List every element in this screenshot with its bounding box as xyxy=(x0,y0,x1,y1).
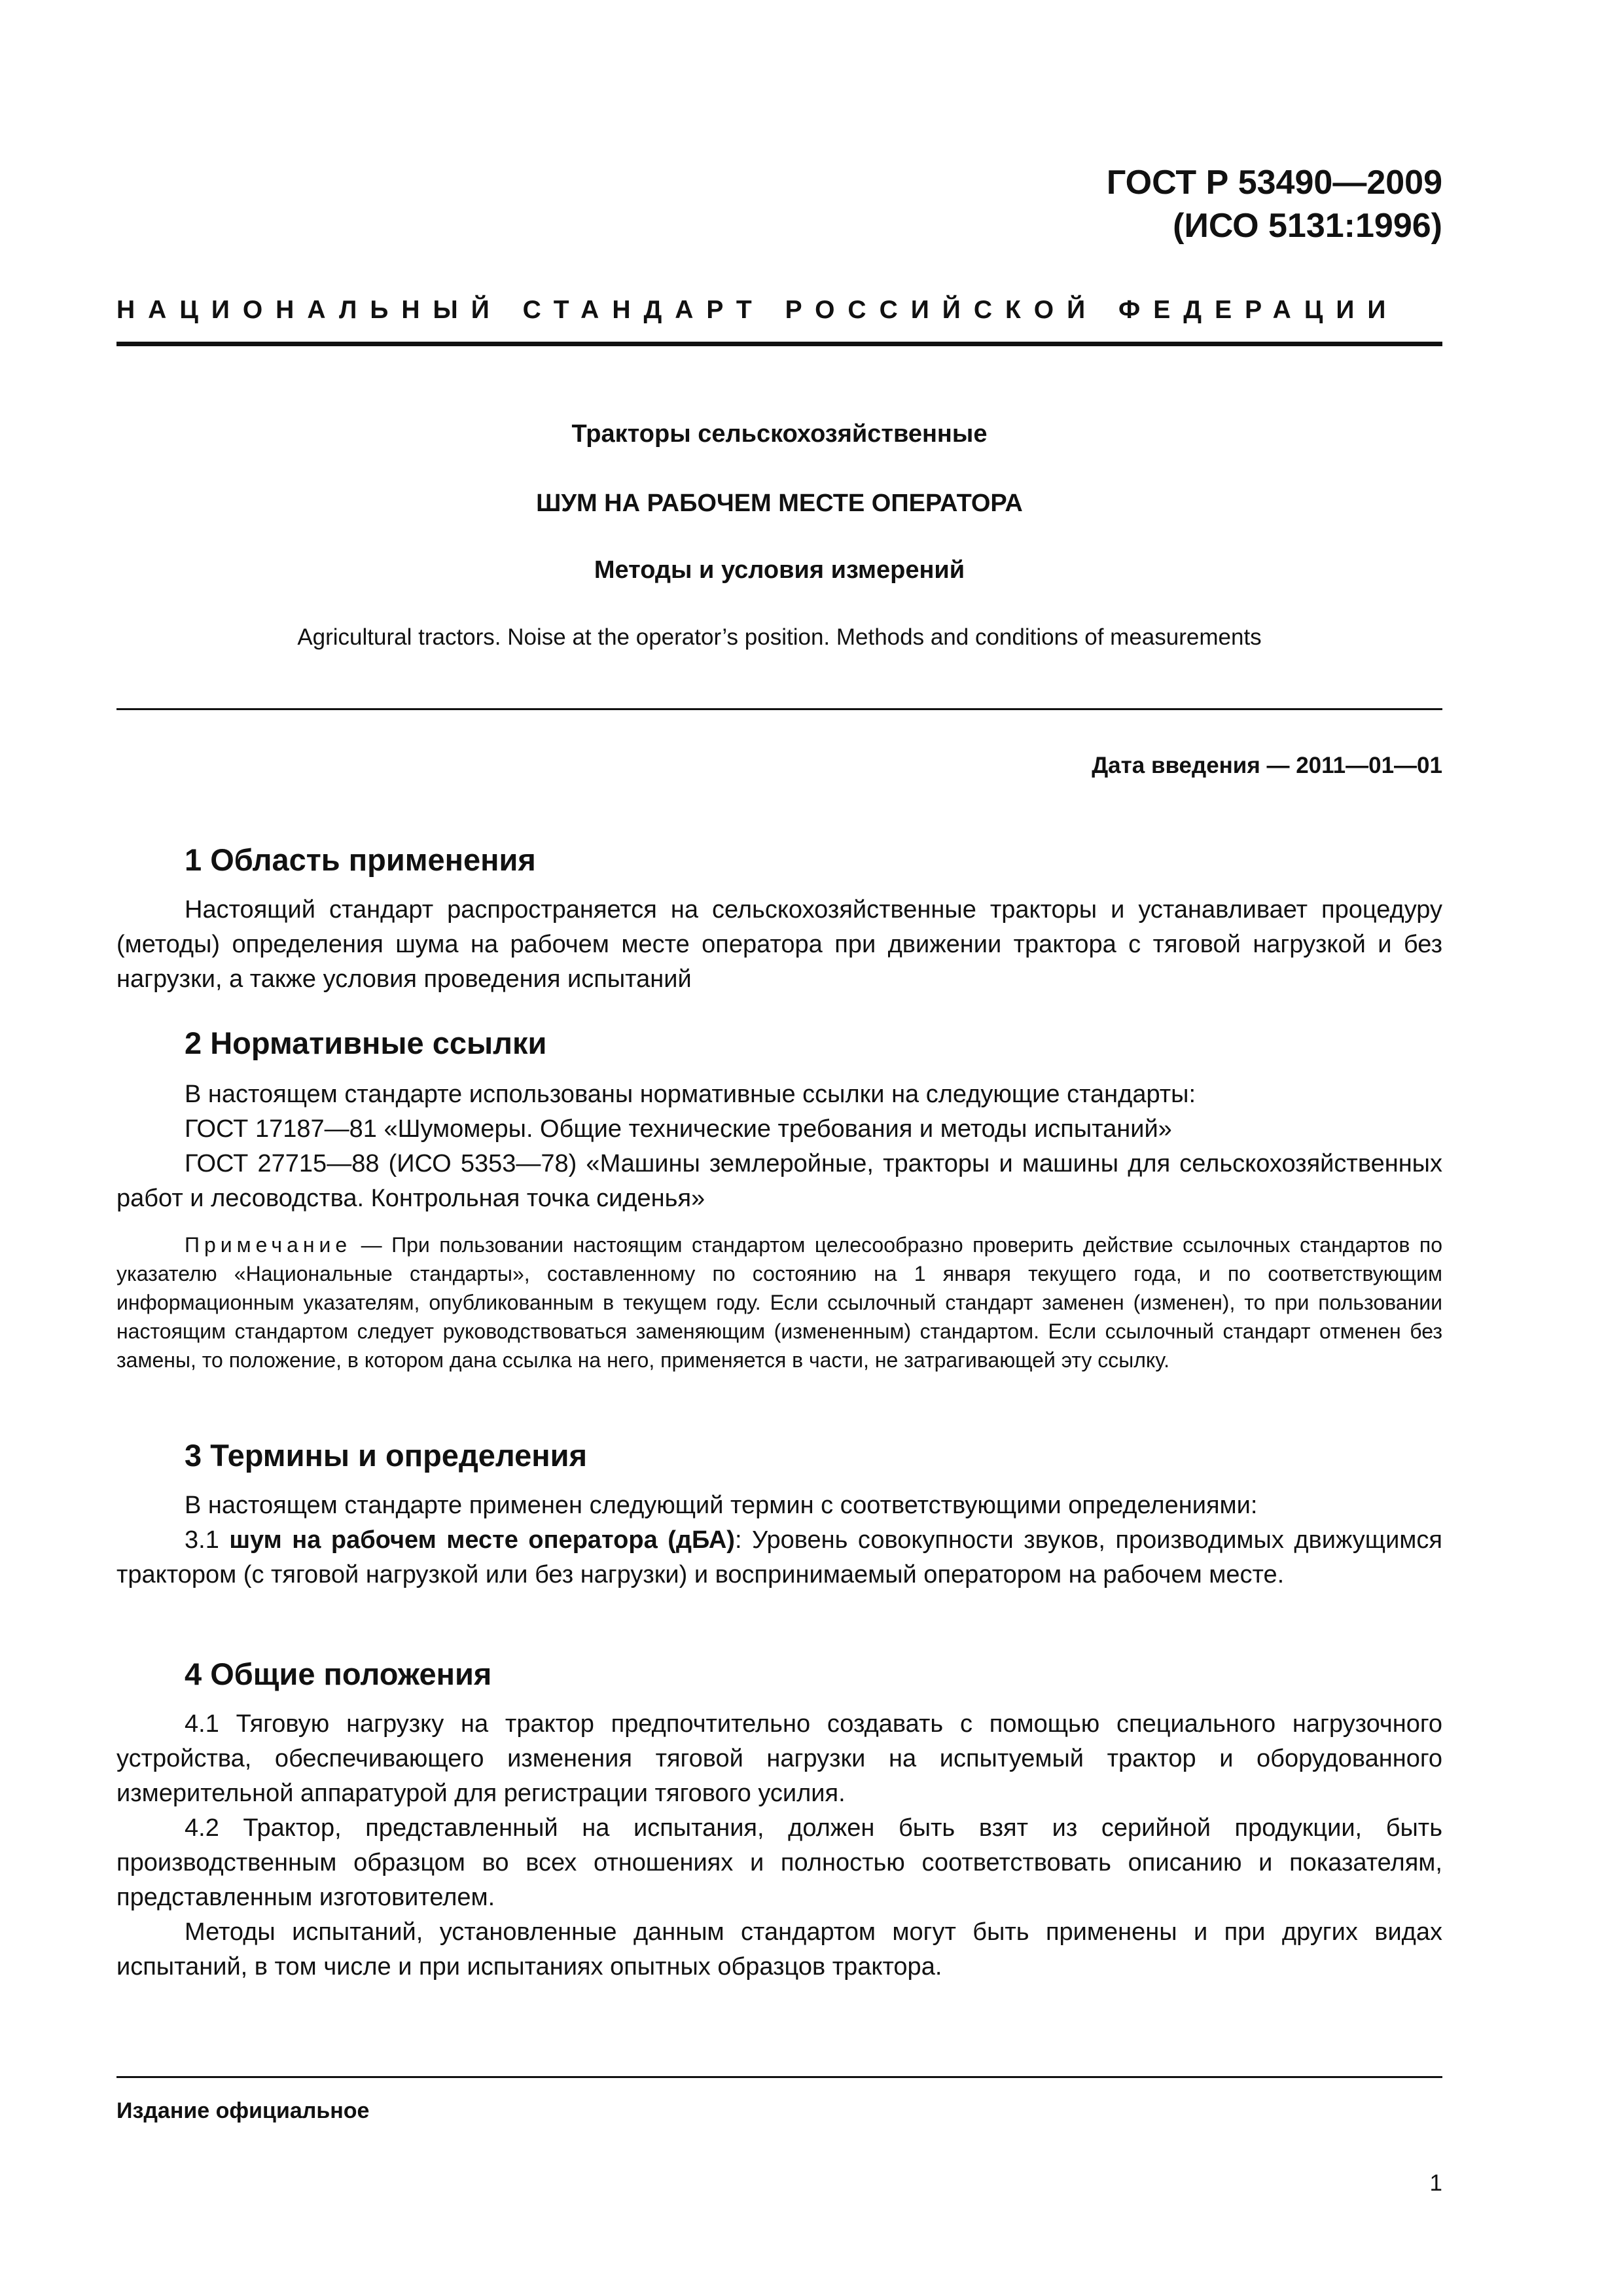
section-2-paragraph-3: ГОСТ 27715—88 (ИСО 5353—78) «Машины землеройные, тракторы и машины для сельскохозяйственных работ и лесоводства. Контрольная точка сиденья» xyxy=(116,1150,1442,1212)
date-of-introduction: Дата введения — 2011—01—01 xyxy=(1092,753,1442,778)
section-4-heading: 4 Общие положения xyxy=(185,1657,492,1691)
standard-code-line2: (ИСО 5131:1996) xyxy=(1173,207,1442,245)
title-line1: Тракторы сельскохозяйственные xyxy=(571,420,988,448)
standard-code-line1: ГОСТ Р 53490—2009 xyxy=(1106,164,1442,202)
section-1-heading: 1 Область применения xyxy=(185,842,536,877)
section-2-text xyxy=(116,1077,1442,1216)
standard-code xyxy=(1107,161,1442,247)
section-2-paragraph-2: ГОСТ 17187—81 «Шумомеры. Общие технические требования и методы испытаний» xyxy=(185,1115,1172,1143)
term-name: шум на рабочем месте оператора (дБА) xyxy=(229,1526,735,1554)
section-2-paragraph-1: В настоящем стандарте использованы нормативные ссылки на следующие стандарты: xyxy=(185,1081,1196,1108)
note-text: — При пользовании настоящим стандартом целесообразно проверить действие ссылочных стандартов по указателю «Национальные стандарты», составленному по состоянию на 1 января текущего года, и по соответствующим информационным указателям, опубликованным в текущем году. Если ссылочный стандарт заменен (изменен), то при пользовании настоящим стандартом следует руководствоваться заменяющим (измененным) стандартом. Если ссылочный стандарт отменен без замены, то положение, в котором дана ссылка на него, применяется в части, не затрагивающей эту ссылку. xyxy=(116,1233,1442,1372)
title-rule xyxy=(116,708,1442,710)
section-1-paragraph: Настоящий стандарт распространяется на сельскохозяйственные тракторы и устанавливает процедуру (методы) определения шума на рабочем месте оператора при движении трактора с тяговой нагрузкой и без нагрузки, а также условия проведения испытаний xyxy=(116,896,1442,993)
page-number: 1 xyxy=(1429,2170,1442,2196)
header-rule xyxy=(116,342,1442,346)
term-number: 3.1 xyxy=(185,1526,230,1554)
section-4-paragraph-1: 4.1 Тяговую нагрузку на трактор предпочтительно создавать с помощью специального нагрузочного устройства, обеспечивающего изменения тяговой нагрузки на испытуемый трактор и оборудованного измерительной аппаратурой для регистрации тягового усилия. xyxy=(116,1710,1442,1807)
note-label: Примечание xyxy=(185,1233,352,1257)
section-3-heading: 3 Термины и определения xyxy=(185,1438,587,1473)
section-4-text xyxy=(116,1707,1442,1984)
footer-rule xyxy=(116,2076,1442,2078)
section-1-text xyxy=(116,893,1442,997)
section-4-paragraph-3: Методы испытаний, установленные данным стандартом могут быть применены и при других видах испытаний, в том числе и при испытаниях опытных образцов трактора. xyxy=(116,1918,1442,1981)
national-standard-banner: НАЦИОНАЛЬНЫЙ СТАНДАРТ РОССИЙСКОЙ ФЕДЕРАЦИИ xyxy=(116,296,1399,324)
section-3-text xyxy=(116,1488,1442,1592)
section-2-note xyxy=(116,1230,1442,1374)
title-line3: Методы и условия измерений xyxy=(594,556,965,584)
section-3-paragraph-1: В настоящем стандарте применен следующий термин с соответствующими определениями: xyxy=(185,1492,1258,1519)
section-4-paragraph-2: 4.2 Трактор, представленный на испытания, должен быть взят из серийной продукции, быть производственным образцом во всех отношениях и полностью соответствовать описанию и показателям, представленным изготовителем. xyxy=(116,1814,1442,1911)
section-2-heading: 2 Нормативные ссылки xyxy=(185,1026,547,1060)
title-line2: ШУМ НА РАБОЧЕМ МЕСТЕ ОПЕРАТОРА xyxy=(536,490,1023,517)
title-english: Agricultural tractors. Noise at the operator’s position. Methods and conditions of measurements xyxy=(297,624,1262,650)
term-definition xyxy=(116,1523,1442,1592)
term-definition-text: : Уровень совокупности звуков, производимых движущимся трактором (с тяговой нагрузкой или без нагрузки) и воспринимаемый оператором на рабочем месте. xyxy=(116,1526,1442,1588)
official-edition-label: Издание официальное xyxy=(116,2098,370,2123)
